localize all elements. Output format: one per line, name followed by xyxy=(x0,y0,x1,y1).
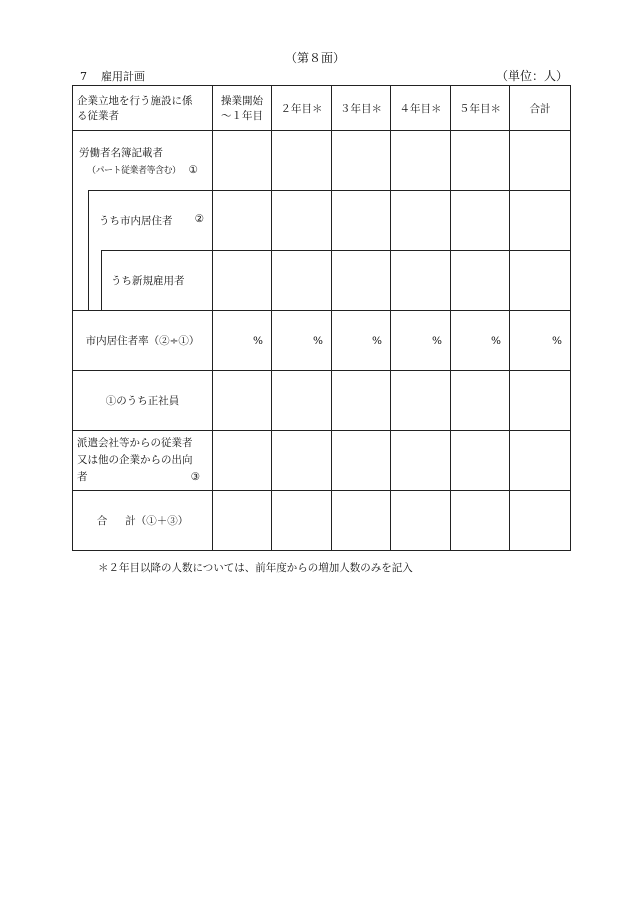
label-dispatch: 派遣会社等からの従業者 又は他の企業からの出向 者 ③ xyxy=(73,431,213,491)
cell[interactable] xyxy=(391,131,451,191)
row-workers xyxy=(73,131,571,191)
row-total xyxy=(73,491,571,551)
cell[interactable] xyxy=(272,431,332,491)
cell[interactable] xyxy=(451,191,510,251)
cell[interactable] xyxy=(332,491,391,551)
cell[interactable] xyxy=(332,191,391,251)
cell[interactable] xyxy=(510,371,571,431)
cell[interactable] xyxy=(391,491,451,551)
pct-cell[interactable]: % xyxy=(391,311,451,371)
employment-plan-table xyxy=(72,85,571,551)
cell[interactable] xyxy=(510,191,571,251)
row-residents xyxy=(73,191,571,251)
section-heading xyxy=(80,68,145,84)
header-total: 合計 xyxy=(510,86,571,131)
cell[interactable] xyxy=(213,491,272,551)
label-regular: ①のうち正社員 xyxy=(73,371,213,431)
pct-cell[interactable]: % xyxy=(510,311,571,371)
cell[interactable] xyxy=(213,191,272,251)
cell[interactable] xyxy=(272,131,332,191)
cell[interactable] xyxy=(451,491,510,551)
pct-cell[interactable]: % xyxy=(213,311,272,371)
cell[interactable] xyxy=(272,371,332,431)
cell[interactable] xyxy=(213,431,272,491)
label-ratio: 市内居住者率（②÷①） xyxy=(73,311,213,371)
header-year1: 操業開始 ～１年目 xyxy=(213,86,272,131)
header-year5: ５年目＊ xyxy=(451,86,510,131)
label-workers: 労働者名簿記載者 （パート従業者等含む） ① xyxy=(73,131,213,191)
row-dispatch xyxy=(73,431,571,491)
cell[interactable] xyxy=(451,251,510,311)
header-year4: ４年目＊ xyxy=(391,86,451,131)
section-number: 7 xyxy=(80,70,87,83)
header-year3: ３年目＊ xyxy=(332,86,391,131)
cell[interactable] xyxy=(332,371,391,431)
cell[interactable] xyxy=(272,251,332,311)
cell[interactable] xyxy=(510,491,571,551)
cell[interactable] xyxy=(391,251,451,311)
page-number: （第８面） xyxy=(284,51,345,65)
cell[interactable] xyxy=(451,131,510,191)
cell[interactable] xyxy=(510,431,571,491)
unit-label: （単位：人） xyxy=(495,69,568,83)
cell[interactable] xyxy=(332,251,391,311)
cell[interactable] xyxy=(213,371,272,431)
cell[interactable] xyxy=(332,131,391,191)
cell[interactable] xyxy=(332,431,391,491)
label-residents: うち市内居住者 ② xyxy=(73,191,213,251)
header-employees: 企業立地を行う施設に係 る従業者 xyxy=(73,86,213,131)
row-new-hires xyxy=(73,251,571,311)
header-row xyxy=(73,86,571,131)
cell[interactable] xyxy=(391,191,451,251)
cell[interactable] xyxy=(451,371,510,431)
pct-cell[interactable]: % xyxy=(332,311,391,371)
cell[interactable] xyxy=(391,431,451,491)
cell[interactable] xyxy=(213,131,272,191)
row-ratio xyxy=(73,311,571,371)
cell[interactable] xyxy=(451,431,510,491)
cell[interactable] xyxy=(391,371,451,431)
pct-cell[interactable]: % xyxy=(272,311,332,371)
cell[interactable] xyxy=(510,251,571,311)
row-regular xyxy=(73,371,571,431)
cell[interactable] xyxy=(213,251,272,311)
cell[interactable] xyxy=(510,131,571,191)
header-year2: ２年目＊ xyxy=(272,86,332,131)
section-title: 雇用計画 xyxy=(101,70,145,83)
pct-cell[interactable]: % xyxy=(451,311,510,371)
cell[interactable] xyxy=(272,191,332,251)
cell[interactable] xyxy=(272,491,332,551)
footnote: ＊２年目以降の人数については、前年度からの増加人数のみを記入 xyxy=(98,562,413,574)
label-total: 合 計（①＋③） xyxy=(73,491,213,551)
label-new-hires: うち新規雇用者 xyxy=(73,251,213,311)
